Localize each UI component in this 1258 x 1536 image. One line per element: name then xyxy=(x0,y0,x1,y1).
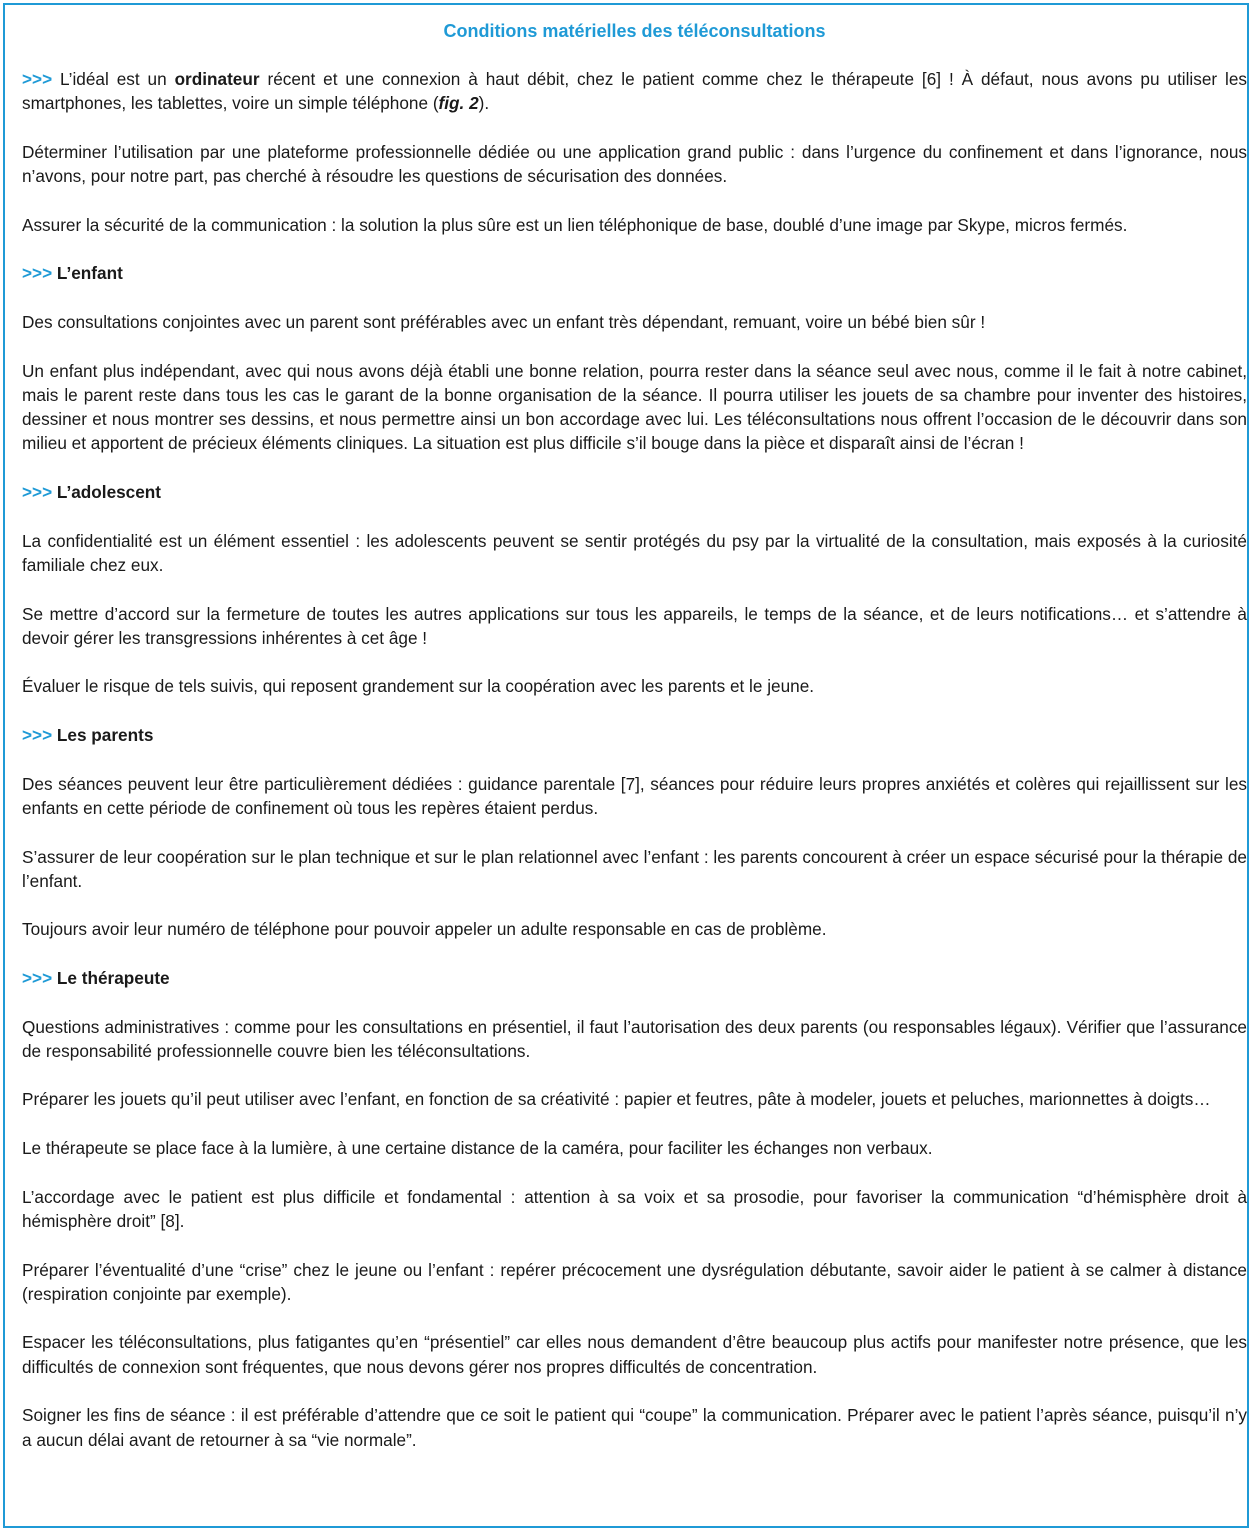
intro-text: récent et une connexion à haut débit, chez le patient comme chez le thérapeute [6] ! À défaut, nous avons pu utiliser les smartphones, les tablettes, voire un simple téléphone ( xyxy=(22,69,1248,114)
arrow-marker: >>> xyxy=(22,263,53,284)
sections-container xyxy=(22,261,1247,1452)
paragraph: S’assurer de leur coopération sur le plan technique et sur le plan relationnel avec l’enfant : les parents concourent à créer un espace sécurisé pour la thérapie de l’enfant. xyxy=(22,846,1247,891)
paragraph: Le thérapeute se place face à la lumière, à une certaine distance de la caméra, pour faciliter les échanges non verbaux. xyxy=(22,1138,933,1159)
paragraph: Toujours avoir leur numéro de téléphone pour pouvoir appeler un adulte responsable en cas de problème. xyxy=(22,919,827,940)
paragraph: La confidentialité est un élément essentiel : les adolescents peuvent se sentir protégés du psy par la virtualité de la consultation, mais exposés à la curiosité familiale chez eux. xyxy=(22,530,1247,575)
paragraph: L’accordage avec le patient est plus difficile et fondamental : attention à sa voix et sa prosodie, pour favoriser la communication “d’hémisphère droit à hémisphère droit” [8]. xyxy=(22,1186,1247,1231)
paragraph: Préparer les jouets qu’il peut utiliser avec l’enfant, en fonction de sa créativité : papier et feutres, pâte à modeler, jouets et peluches, marionnettes à doigts… xyxy=(22,1089,1211,1110)
paragraph: Se mettre d’accord sur la fermeture de toutes les autres applications sur tous les appareils, le temps de la séance, et de leurs notifications… et s’attendre à devoir gérer les transgressions inhérentes à cet âge ! xyxy=(22,603,1247,648)
arrow-marker: >>> xyxy=(22,482,53,503)
intro-paragraph-2: Déterminer l’utilisation par une plateforme professionnelle dédiée ou une application grand public : dans l’urgence du confinement et dans l’ignorance, nous n’avons, pour notre part, pas cherché à résoudre les questions de sécurisation des données. xyxy=(22,141,1247,187)
section-heading xyxy=(22,261,1247,285)
section-heading xyxy=(22,480,1247,504)
arrow-marker: >>> xyxy=(22,69,53,89)
paragraph: Questions administratives : comme pour les consultations en présentiel, il faut l’autorisation des deux parents (ou responsables légaux). Vérifier que l’assurance de responsabilité professionnelle couvre bien les téléconsultations. xyxy=(22,1016,1247,1061)
info-box xyxy=(3,3,1249,1528)
section-heading-label: L’adolescent xyxy=(56,482,162,503)
box-content xyxy=(22,19,1247,1452)
section-heading-label: L’enfant xyxy=(56,263,123,284)
intro-text: ). xyxy=(478,93,490,114)
keyword-ordinateur: ordinateur xyxy=(174,69,260,89)
figure-reference: fig. 2 xyxy=(438,93,479,114)
intro-text: L’idéal est un xyxy=(52,69,175,89)
intro-paragraph-1 xyxy=(22,67,1247,116)
section-heading-label: Le thérapeute xyxy=(56,967,170,988)
arrow-marker: >>> xyxy=(22,967,53,988)
paragraph: Des séances peuvent leur être particulièrement dédiées : guidance parentale [7], séances pour réduire leurs propres anxiétés et colères qui rejaillissent sur les enfants en cette période de confinement où tous les repères étaient perdus. xyxy=(22,773,1247,818)
paragraph: Évaluer le risque de tels suivis, qui reposent grandement sur la coopération avec les parents et le jeune. xyxy=(22,676,815,697)
paragraph: Espacer les téléconsultations, plus fatigantes qu’en “présentiel” car elles nous demandent d’être beaucoup plus actifs pour manifester notre présence, que les difficultés de connexion sont fréquentes, que nous devons gérer nos propres difficultés de concentration. xyxy=(22,1332,1247,1377)
paragraph: Des consultations conjointes avec un parent sont préférables avec un enfant très dépendant, remuant, voire un bébé bien sûr ! xyxy=(22,311,986,332)
paragraph: Soigner les fins de séance : il est préférable d’attendre que ce soit le patient qui “coupe” la communication. Préparer avec le patient l’après séance, puisqu’il n’y a aucun délai avant de retourner à sa “vie normale”. xyxy=(22,1405,1247,1450)
intro-paragraph-3: Assurer la sécurité de la communication : la solution la plus sûre est un lien téléphonique de base, doublé d’une image par Skype, micros fermés. xyxy=(22,214,1128,235)
box-title: Conditions matérielles des téléconsultations xyxy=(443,21,826,41)
paragraph: Préparer l’éventualité d’une “crise” chez le jeune ou l’enfant : repérer précocement une dysrégulation débutante, savoir aider le patient à se calmer à distance (respiration conjointe par exemple). xyxy=(22,1259,1247,1304)
arrow-marker: >>> xyxy=(22,725,53,746)
section-heading xyxy=(22,723,1247,747)
section-heading-label: Les parents xyxy=(56,725,154,746)
paragraph: Un enfant plus indépendant, avec qui nous avons déjà établi une bonne relation, pourra rester dans la séance seul avec nous, comme il le fait à notre cabinet, mais le parent reste dans tous les cas le garant de la bonne organisation de la séance. Il pourra utiliser les jouets de sa chambre pour inventer des histoires, dessiner et nous montrer ses dessins, et nous permettre ainsi un bon accordage avec lui. Les téléconsultations nous offrent l’occasion de le découvrir dans son milieu et apportent de précieux éléments cliniques. La situation est plus difficile s’il bouge dans la pièce et disparaît ainsi de l’écran ! xyxy=(22,360,1247,454)
section-heading xyxy=(22,966,1247,990)
